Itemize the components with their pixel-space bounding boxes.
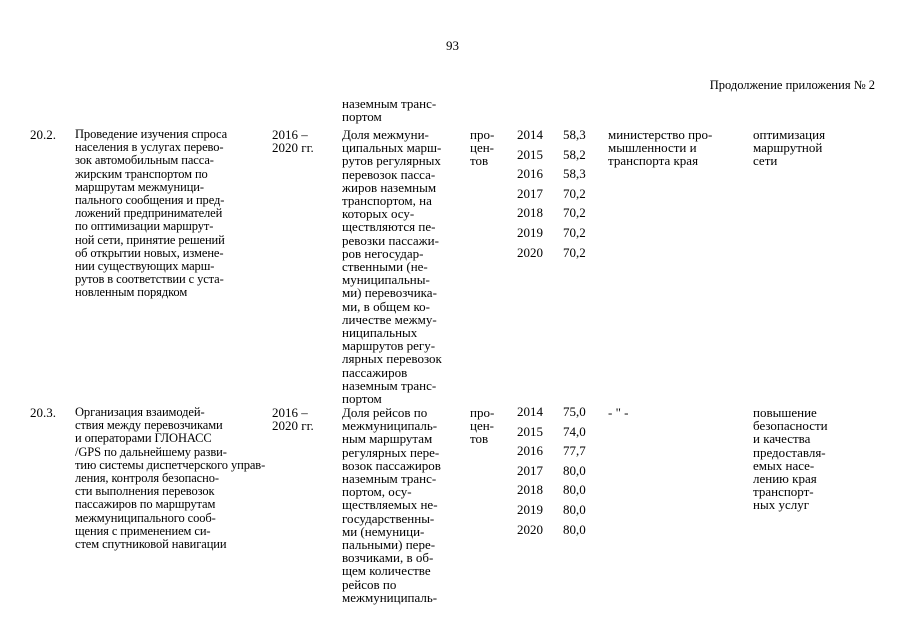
value-list [563, 402, 586, 539]
implementation-period: 2016 – 2020 гг. [272, 127, 314, 156]
carryover-indicator-text: наземным транс- портом [342, 96, 437, 125]
year-list [517, 402, 543, 539]
year: 2015 [517, 423, 543, 439]
year: 2018 [517, 482, 543, 498]
expected-result: оптимизация маршрутной сети [753, 127, 826, 169]
value-list [563, 125, 586, 262]
indicator-description: Доля рейсов по межмуниципаль- ным маршрутам регулярных пере- возок пассажиров наземным транс- портом, осу- ществляемых не- государственны- ми (немуници- пальными) пере- возчиками, в об- щем количестве рейсов по межмуниципаль- [342, 405, 441, 605]
value: 75,0 [563, 404, 586, 419]
unit-of-measure: про- цен- тов [470, 127, 495, 169]
executor: - " - [608, 405, 629, 420]
row-number: 20.3. [30, 405, 56, 420]
year: 2014 [517, 127, 543, 142]
value: 80,0 [563, 482, 586, 498]
row-number: 20.2. [30, 127, 56, 142]
year-list [517, 125, 543, 262]
value: 58,3 [563, 166, 586, 182]
value: 80,0 [563, 501, 586, 517]
value: 70,2 [563, 185, 586, 201]
year: 2017 [517, 462, 543, 478]
value: 58,2 [563, 146, 586, 162]
indicator-description: Доля межмуни- ципальных марш- рутов регулярных перевозок пасса- жиров наземным транспортом, на которых осу- ществляются пе- ревозки пассажи- ров негосудар- ственными (не- муниципальны- ми) перевозчика- ми, в общем ко- личестве межму- ниципальных маршрутов регу- лярных перевозок пассажиров наземным транс- портом [342, 127, 442, 407]
executor: министерство про- мышленности и транспорта края [608, 127, 713, 169]
value: 80,0 [563, 462, 586, 478]
expected-result: повышение безопасности и качества предоставля- емых насе- лению края транспорт- ных услуг [753, 405, 828, 513]
implementation-period: 2016 – 2020 гг. [272, 405, 314, 434]
continuation-note: Продолжение приложения № 2 [709, 78, 875, 92]
year: 2016 [517, 166, 543, 182]
year: 2018 [517, 205, 543, 221]
year: 2014 [517, 404, 543, 419]
year: 2020 [517, 244, 543, 260]
year: 2016 [517, 443, 543, 459]
value: 74,0 [563, 423, 586, 439]
year: 2015 [517, 146, 543, 162]
year: 2020 [517, 521, 543, 537]
year: 2019 [517, 501, 543, 517]
activity-description: Проведение изучения спроса населения в услугах перево- зок автомобильным пасса- жирским транспортом по маршрутам межмуници- пального сообщения и пред- ложений предпринимателей по оптимизации маршрут- ной сети, принятие решений об открытии новых, измене- нии существующих марш- рутов в соответствии с уста- новленным порядком [75, 127, 228, 300]
year: 2019 [517, 224, 543, 240]
value: 77,7 [563, 443, 586, 459]
page-number: 93 [446, 38, 459, 53]
value: 70,2 [563, 244, 586, 260]
unit-of-measure: про- цен- тов [470, 405, 495, 447]
year: 2017 [517, 185, 543, 201]
value: 58,3 [563, 127, 586, 142]
value: 80,0 [563, 521, 586, 537]
value: 70,2 [563, 205, 586, 221]
value: 70,2 [563, 224, 586, 240]
activity-description: Организация взаимодей- ствия между перевозчиками и операторами ГЛОНАСС /GPS по дальнейшему разви- тию системы диспетчерского управ- ления, контроля безопасно- сти выполнения перевозок пассажиров по маршрутам межмуниципального сооб- щения с применением си- стем спутниковой навигации [75, 405, 266, 552]
